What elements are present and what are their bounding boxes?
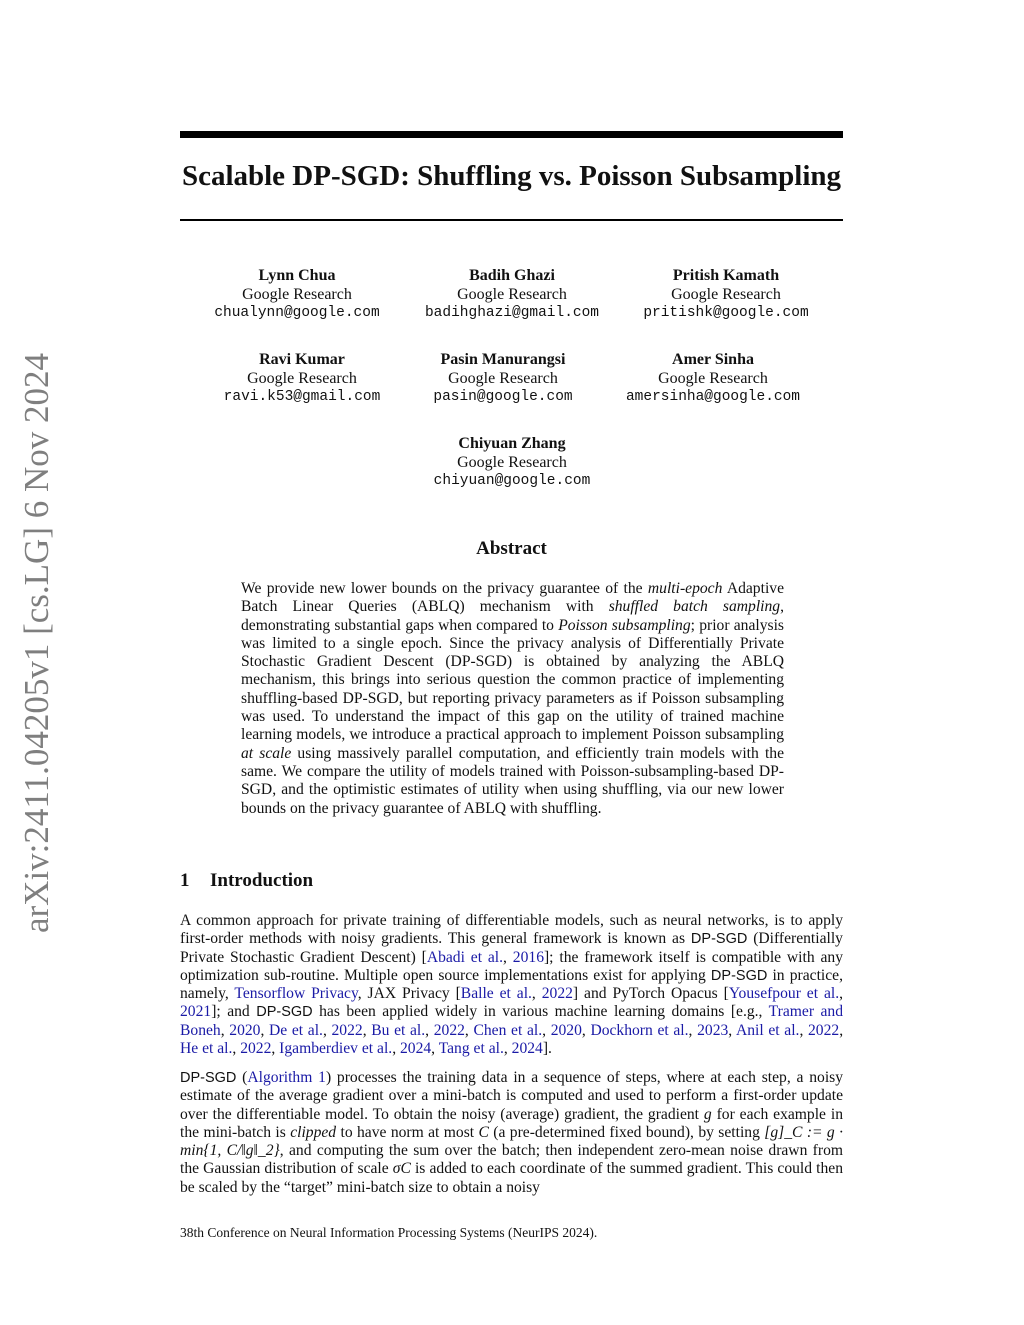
citation-link[interactable]: Igamberdiev et al.: [279, 1040, 393, 1058]
author-name: Pritish Kamath: [672, 267, 780, 284]
tensorflow-privacy-link[interactable]: Tensorflow Privacy: [234, 985, 358, 1003]
author-affiliation: Google Research: [457, 285, 567, 303]
author-affiliation: Google Research: [247, 369, 357, 387]
citation-link[interactable]: He et al.: [180, 1040, 233, 1058]
intro-paragraph-2: DP-SGD (Algorithm 1) processes the training data in a sequence of steps, where at each step, a noisy estimate of the average gradient over a mini-batch is computed and used to perform a first-order update over the differentiable model. To obtain the noisy (average) gradient, the gradient g for each example in the mini-batch is clipped to have norm at most C (a pre-determined fixed bound), by setting [g]_C := g · min{1, C/‖g‖_2}, and computing the sum over the batch; then independent zero-mean noise drawn from the Gaussian distribution of scale σC is added to each coordinate of the summed gradient. This could then be scaled by the “target” mini-batch size to obtain a noisy: [180, 1069, 844, 1196]
arxiv-identifier: arXiv:2411.04205v1 [cs.LG] 6 Nov 2024: [17, 353, 56, 934]
author-name: Lynn Chua: [258, 267, 336, 284]
author-card: [192, 267, 402, 323]
citation-link[interactable]: Bu et al.: [371, 1021, 426, 1039]
citation-year-link[interactable]: 2024: [399, 1040, 432, 1058]
author-name: Amer Sinha: [672, 351, 754, 368]
conference-footnote: 38th Conference on Neural Information Processing Systems (NeurIPS 2024).: [180, 1225, 598, 1240]
author-affiliation: Google Research: [242, 285, 352, 303]
math-clip-formula: [g]_C := g · min{1, C/‖g‖_2}: [180, 1123, 844, 1160]
citation-year-link[interactable]: 2021: [180, 1003, 212, 1021]
citation-link[interactable]: Tang et al.: [438, 1040, 504, 1058]
paper-title: Scalable DP-SGD: Shuffling vs. Poisson Subsampling: [181, 160, 842, 192]
author-card: [608, 351, 818, 407]
citation-link[interactable]: Abadi et al.: [426, 948, 504, 966]
math-C: C: [478, 1123, 489, 1141]
author-name: Badih Ghazi: [469, 267, 555, 284]
citation-link[interactable]: Dockhorn et al.: [590, 1021, 689, 1039]
math-g: g: [703, 1105, 712, 1123]
intro-paragraph-1: A common approach for private training of differentiable models, such as neural networks, is to apply first-order methods with noisy gradients. This general framework is known as DP-SGD (Differentially Private Stochastic Gradient Descent) [Abadi et al., 2016]; the framework itself is compatible with any optimization sub-routine. Multiple open source implementations exist for applying DP-SGD in practice, namely, Tensorflow Privacy, JAX Privacy [Balle et al., 2022] and PyTorch Opacus [Yousefpour et al., 2021]; and DP-SGD has been applied widely in various machine learning domains [e.g., Tramer and Boneh, 2020, De et al., 2022, Bu et al., 2022, Chen et al., 2020, Dockhorn et al., 2023, Anil et al., 2022, He et al., 2022, Igamberdiev et al., 2024, Tang et al., 2024].: [180, 912, 844, 1058]
author-affiliation: Google Research: [671, 285, 781, 303]
author-card: [197, 351, 407, 407]
citation-link[interactable]: Tramer and Boneh: [180, 1003, 844, 1039]
citation-link[interactable]: Chen et al.: [473, 1021, 543, 1039]
citation-year-link[interactable]: 2023: [697, 1021, 729, 1039]
author-affiliation: Google Research: [658, 369, 768, 387]
author-card: [621, 267, 831, 323]
citation-year-link[interactable]: 2022: [433, 1021, 465, 1039]
abstract-heading: Abstract: [476, 538, 547, 559]
citation-link[interactable]: De et al.: [269, 1021, 323, 1039]
section-heading: [180, 870, 313, 892]
author-card: [407, 267, 617, 323]
citation-year-link[interactable]: 2022: [331, 1021, 363, 1039]
citation-link[interactable]: Anil et al.: [735, 1021, 800, 1039]
title-rule-bottom: [180, 219, 843, 221]
author-name: Chiyuan Zhang: [458, 435, 566, 452]
math-sigma-C: σC: [392, 1160, 411, 1178]
author-email[interactable]: amersinha@google.com: [625, 389, 801, 405]
citation-year-link[interactable]: 2022: [240, 1040, 272, 1058]
citation-year-link[interactable]: 2016: [512, 948, 544, 966]
author-affiliation: Google Research: [457, 453, 567, 471]
citation-year-link[interactable]: 2024: [511, 1040, 543, 1058]
section-number: 1: [180, 870, 190, 891]
author-email[interactable]: ravi.k53@gmail.com: [223, 389, 381, 405]
citation-link[interactable]: Yousefpour et al.: [728, 985, 840, 1003]
citation-year-link[interactable]: 2022: [541, 985, 573, 1003]
algorithm-1-link[interactable]: Algorithm 1: [247, 1069, 326, 1086]
author-email[interactable]: badihghazi@gmail.com: [424, 305, 600, 321]
author-email[interactable]: pritishk@google.com: [643, 305, 809, 321]
citation-year-link[interactable]: 2020: [550, 1021, 582, 1039]
author-card: [398, 351, 608, 407]
author-email[interactable]: pasin@google.com: [433, 389, 573, 405]
citation-year-link[interactable]: 2020: [229, 1021, 261, 1039]
citation-year-link[interactable]: 2022: [808, 1021, 840, 1039]
author-name: Pasin Manurangsi: [440, 351, 566, 368]
title-rule-top: [180, 131, 843, 138]
abstract-body: We provide new lower bounds on the privacy guarantee of the multi-epoch Adaptive Batch Linear Queries (ABLQ) mechanism with shuffled batch sampling, demonstrating substantial gaps when compared to Poisson subsampling; prior analysis was limited to a single epoch. Since the privacy analysis of Differentially Private Stochastic Gradient Descent (DP-SGD) is obtained by analyzing the ABLQ mechanism, this brings into serious question the common practice of implementing shuffling-based DP-SGD, but reporting privacy parameters as if Poisson subsampling was used. To understand the impact of this gap on the utility of trained machine learning models, we introduce a practical approach to implement Poisson subsampling at scale using massively parallel computation, and efficiently train models with the same. We compare the utility of models trained with Poisson-subsampling-based DP-SGD, and the optimistic estimates of utility when using shuffling, via our new lower bounds on the privacy guarantee of ABLQ with shuffling.: [241, 580, 784, 817]
author-card: [407, 435, 617, 491]
author-name: Ravi Kumar: [259, 351, 345, 368]
author-email[interactable]: chiyuan@google.com: [433, 473, 591, 489]
author-email[interactable]: chualynn@google.com: [214, 305, 380, 321]
author-affiliation: Google Research: [448, 369, 558, 387]
citation-link[interactable]: Balle et al.: [460, 985, 532, 1003]
section-title: Introduction: [210, 870, 314, 891]
